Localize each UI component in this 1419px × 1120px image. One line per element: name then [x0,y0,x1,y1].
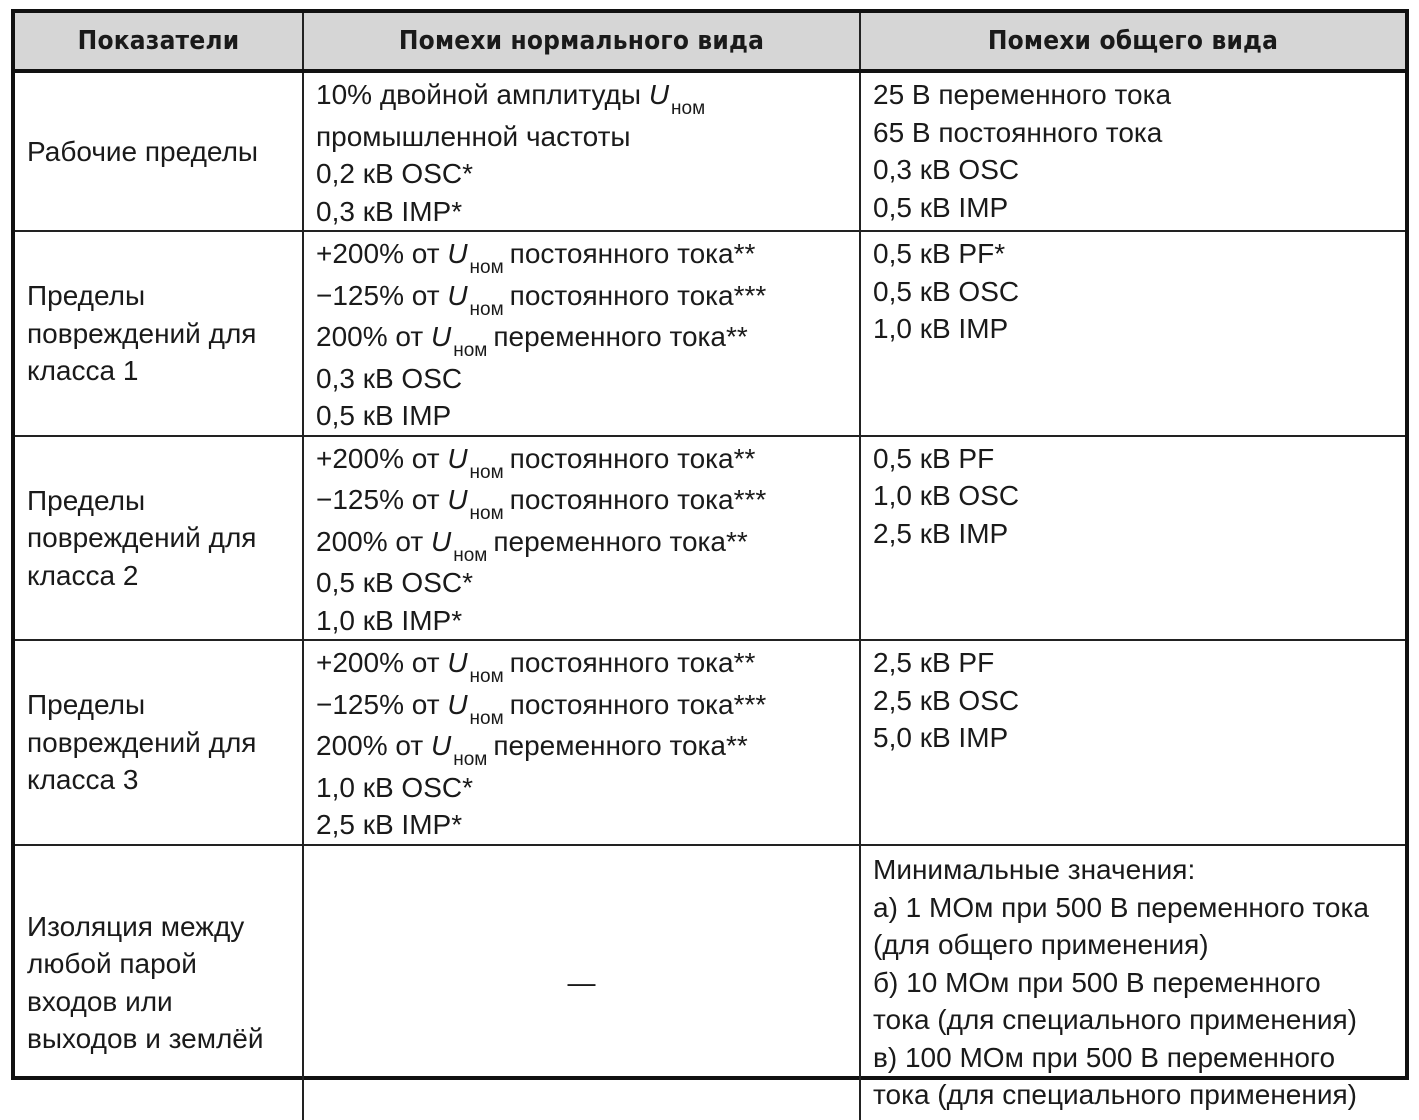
cell-line: 0,5 кВ PF [873,442,995,474]
cell-line: промышленной частоты [316,120,631,152]
cell-line: 2,5 кВ IMP* [316,809,463,840]
cell-line: −125% от U $_{ном}$ постоянного тока*** [316,279,767,320]
cell-line: 65 В постоянного тока [873,116,1163,148]
header-indicators: Показатели [15,13,303,71]
cell-line: б) 10 МОм при 500 В переменного [873,966,1321,998]
cell-line: 2,5 кВ OSC [873,684,1020,716]
cell-line: 0,3 кВ OSC [316,362,463,394]
cell-line: −125% от U $_{ном}$ постоянного тока*** [316,484,767,524]
normal-mode-cell [303,71,860,231]
cell-line: 0,3 кВ IMP* [316,195,463,227]
row-label: Рабочие пределы [15,71,303,231]
row-label: Изоляция между любой парой входов или выходов и землёй [15,845,303,1120]
cell-line: 10% двойной амплитуды U $_{ном}$ [316,79,706,119]
cell-line: тока (для специального применения) [873,1004,1357,1036]
table-row [15,231,1405,436]
cell-line: Минимальные значения: [873,854,1196,886]
cell-line: 0,5 кВ OSC [873,275,1020,307]
row-label: Пределы повреждений для класса 1 [15,231,303,436]
cell-line: (для общего применения) [873,929,1209,961]
cell-line: тока (для специального применения) [873,1079,1357,1111]
cell-line: 1,0 кВ OSC* [316,771,473,803]
header-row [15,13,1405,71]
cell-line: 25 В переменного тока [873,79,1172,110]
header-common-mode: Помехи общего вида [860,13,1405,71]
cell-line: а) 1 МОм при 500 В переменного тока [873,891,1369,923]
header-normal-mode: Помехи нормального вида [303,13,860,71]
cell-line: 2,5 кВ PF [873,647,995,678]
cell-line: +200% от U $_{ном}$ постоянного тока** [316,647,756,687]
cell-line: 200% от U $_{ном}$ переменного тока** [316,525,748,566]
cell-line: 1,0 кВ IMP* [316,604,463,636]
table-row [15,71,1405,231]
normal-mode-cell [303,640,860,845]
cell-line: 0,3 кВ OSC [873,154,1020,185]
cell-line: 2,5 кВ IMP [873,517,1009,549]
row-label: Пределы повреждений для класса 3 [15,640,303,845]
table-row [15,845,1405,1120]
cell-line: в) 100 МОм при 500 В переменного [873,1041,1336,1073]
table-row [15,640,1405,845]
cell-line: 1,0 кВ IMP [873,313,1009,344]
common-mode-cell [860,436,1405,641]
cell-line: 0,5 кВ IMP [316,400,452,431]
cell-line: +200% от U $_{ном}$ постоянного тока** [316,442,756,483]
common-mode-cell [860,231,1405,436]
cell-line: 5,0 кВ IMP [873,722,1009,753]
cell-line: −125% от U $_{ном}$ постоянного тока*** [316,688,767,729]
table-row [15,436,1405,641]
common-mode-cell [860,640,1405,845]
normal-mode-cell [303,436,860,641]
cell-line: +200% от U $_{ном}$ постоянного тока** [316,238,756,278]
row-label: Пределы повреждений для класса 2 [15,436,303,641]
normal-mode-cell [303,231,860,436]
common-mode-cell [860,71,1405,231]
normal-mode-cell-empty: — [303,845,860,1120]
common-mode-cell [860,845,1405,1120]
cell-line: 200% от U $_{ном}$ переменного тока** [316,730,748,770]
cell-line: 0,5 кВ OSC* [316,567,473,598]
cell-line: 200% от U $_{ном}$ переменного тока** [316,321,748,361]
cell-line: 0,2 кВ OSC* [316,158,473,189]
cell-line: 0,5 кВ PF* [873,238,1006,269]
spec-table [15,13,1405,1120]
cell-line: 0,5 кВ IMP [873,191,1009,223]
cell-line: 1,0 кВ OSC [873,480,1020,511]
spec-table-frame [11,9,1409,1111]
